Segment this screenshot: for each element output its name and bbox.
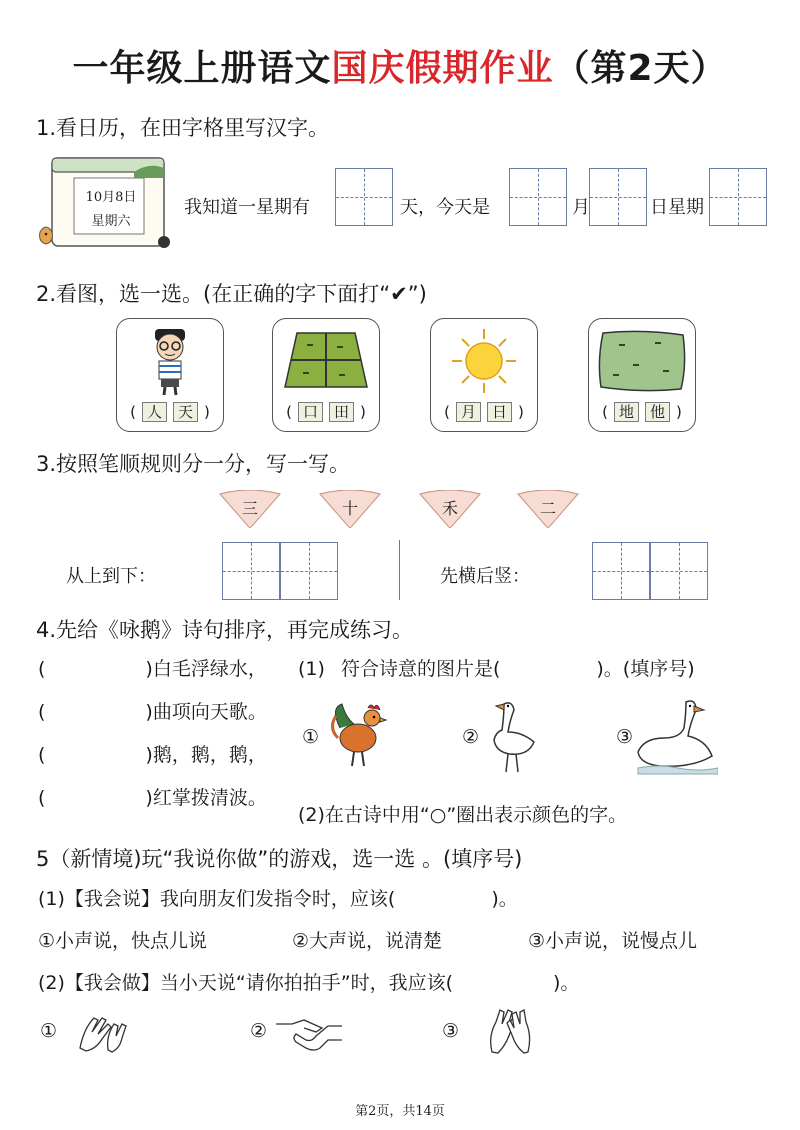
- handshake-icon: [274, 1010, 344, 1054]
- label-top-down: 从上到下：: [66, 566, 156, 587]
- page-title: [0, 40, 800, 91]
- q2-prompt: 2.看图，选一选。(在正确的字下面打“✔”): [36, 282, 427, 306]
- sub1-text: 符合诗意的图片是(: [340, 658, 501, 680]
- option-char[interactable]: 天: [173, 402, 198, 422]
- choice-2[interactable]: ②大声说，说清楚: [292, 930, 443, 952]
- poem-line-1[interactable]: ( )白毛浮绿水，: [38, 658, 267, 680]
- fan-char: 三: [241, 499, 258, 518]
- sub1-text: (1)【我会说】我向朋友们发指令时，应该(: [38, 888, 396, 910]
- answer-grid-horizontal-2[interactable]: [650, 542, 708, 600]
- land-picture: [589, 325, 695, 397]
- poem-line-3[interactable]: ( )鹅，鹅，鹅，: [38, 744, 267, 766]
- option-char[interactable]: 人: [142, 402, 167, 422]
- page-footer: 第2页，共14页: [355, 1104, 445, 1119]
- goose-picture: [486, 698, 546, 778]
- q1-prompt: 1.看日历，在田字格里写汉字。: [36, 116, 330, 140]
- field-picture: [273, 325, 379, 397]
- q4-sub1: [298, 654, 695, 681]
- title-main: 一年级上册语文: [72, 48, 332, 89]
- raised-hands-icon: [484, 1004, 540, 1056]
- option-2-label: ②: [462, 726, 480, 748]
- choice-1[interactable]: ①小声说，快点儿说: [38, 930, 208, 952]
- boy-picture: [117, 325, 223, 397]
- label-horizontal-first: 先横后竖：: [440, 566, 530, 587]
- hand-option-2-label: ②: [250, 1020, 268, 1042]
- poem-line-2[interactable]: ( )曲项向天歌。: [38, 701, 267, 723]
- swimming-goose-picture: [634, 694, 718, 778]
- choice-card-4: [588, 318, 696, 432]
- q5-prompt: 5（新情境)玩“我说你做”的游戏，选一选 。(填序号): [36, 847, 523, 871]
- hand-option-3-label: ③: [442, 1020, 460, 1042]
- title-day: （第2天）: [553, 48, 728, 89]
- choice-card-1: [116, 318, 224, 432]
- calendar-illustration: [34, 152, 182, 260]
- calendar-day: 星期六: [91, 214, 131, 229]
- divider: [399, 540, 400, 600]
- answer-grid-date[interactable]: [589, 168, 647, 226]
- sub1-tail: )。: [491, 888, 518, 910]
- fan-card-4[interactable]: [516, 490, 580, 530]
- q5-sub1: [38, 884, 518, 911]
- q1-sentence-c: 月: [572, 197, 590, 218]
- option-char[interactable]: 田: [329, 402, 354, 422]
- choice-card-3: [430, 318, 538, 432]
- open-paren: (: [286, 403, 292, 421]
- clapping-hands-icon: [74, 1008, 130, 1054]
- title-highlight: 国庆假期作业: [331, 48, 554, 89]
- sub1-num: (1): [298, 658, 325, 680]
- rooster-picture: [328, 698, 390, 770]
- poem-text: 鹅，鹅，鹅，: [152, 744, 267, 766]
- q4-prompt: 4.先给《咏鹅》诗句排序，再完成练习。: [36, 618, 414, 642]
- sub1-tail: )。(填序号): [596, 658, 695, 680]
- close-paren: ): [518, 403, 524, 421]
- poem-text: 红掌拨清波。: [152, 787, 267, 809]
- fan-char: 禾: [441, 499, 458, 518]
- q5-sub2: [38, 968, 579, 995]
- option-3-label: ③: [616, 726, 634, 748]
- fan-char: 十: [341, 499, 358, 518]
- q4-sub2: (2)在古诗中用“○”圈出表示颜色的字。: [298, 804, 628, 826]
- option-char[interactable]: 地: [614, 402, 639, 422]
- close-paren: ): [676, 403, 682, 421]
- fan-card-2[interactable]: [318, 490, 382, 530]
- open-paren: (: [444, 403, 450, 421]
- hand-option-1-label: ①: [40, 1020, 58, 1042]
- choice-card-2: [272, 318, 380, 432]
- answer-grid-days[interactable]: [335, 168, 393, 226]
- open-paren: (: [602, 403, 608, 421]
- fan-char: 二: [539, 499, 556, 518]
- option-char[interactable]: 口: [298, 402, 323, 422]
- choice-row: [285, 401, 367, 423]
- close-paren: ): [360, 403, 366, 421]
- answer-grid-top-down-1[interactable]: [222, 542, 280, 600]
- answer-grid-weekday[interactable]: [709, 168, 767, 226]
- choice-3[interactable]: ③小声说，说慢点儿: [528, 930, 698, 952]
- sun-picture: [431, 325, 537, 397]
- poem-line-4[interactable]: ( )红掌拨清波。: [38, 787, 267, 809]
- q1-sentence-b: 天，今天是: [400, 197, 490, 218]
- option-char[interactable]: 月: [456, 402, 481, 422]
- answer-grid-top-down-2[interactable]: [280, 542, 338, 600]
- option-char[interactable]: 他: [645, 402, 670, 422]
- open-paren: (: [130, 403, 136, 421]
- fan-card-1[interactable]: [218, 490, 282, 530]
- fan-card-3[interactable]: [418, 490, 482, 530]
- choice-row: [129, 401, 211, 423]
- q1-sentence-d: 日星期: [650, 197, 704, 218]
- poem-text: 曲项向天歌。: [152, 701, 267, 723]
- sub2-text: (2)【我会做】当小天说“请你拍拍手”时，我应该(: [38, 972, 454, 994]
- q1-sentence-a: 我知道一星期有: [184, 197, 310, 218]
- close-paren: ): [204, 403, 210, 421]
- calendar-date: 10月8日: [85, 190, 137, 205]
- option-char[interactable]: 日: [487, 402, 512, 422]
- answer-grid-horizontal-1[interactable]: [592, 542, 650, 600]
- sub2-tail: )。: [553, 972, 580, 994]
- choice-row: [601, 401, 683, 423]
- option-1-label: ①: [302, 726, 320, 748]
- poem-text: 白毛浮绿水，: [152, 658, 267, 680]
- answer-grid-month[interactable]: [509, 168, 567, 226]
- q3-prompt: 3.按照笔顺规则分一分，写一写。: [36, 452, 351, 476]
- choice-row: [443, 401, 525, 423]
